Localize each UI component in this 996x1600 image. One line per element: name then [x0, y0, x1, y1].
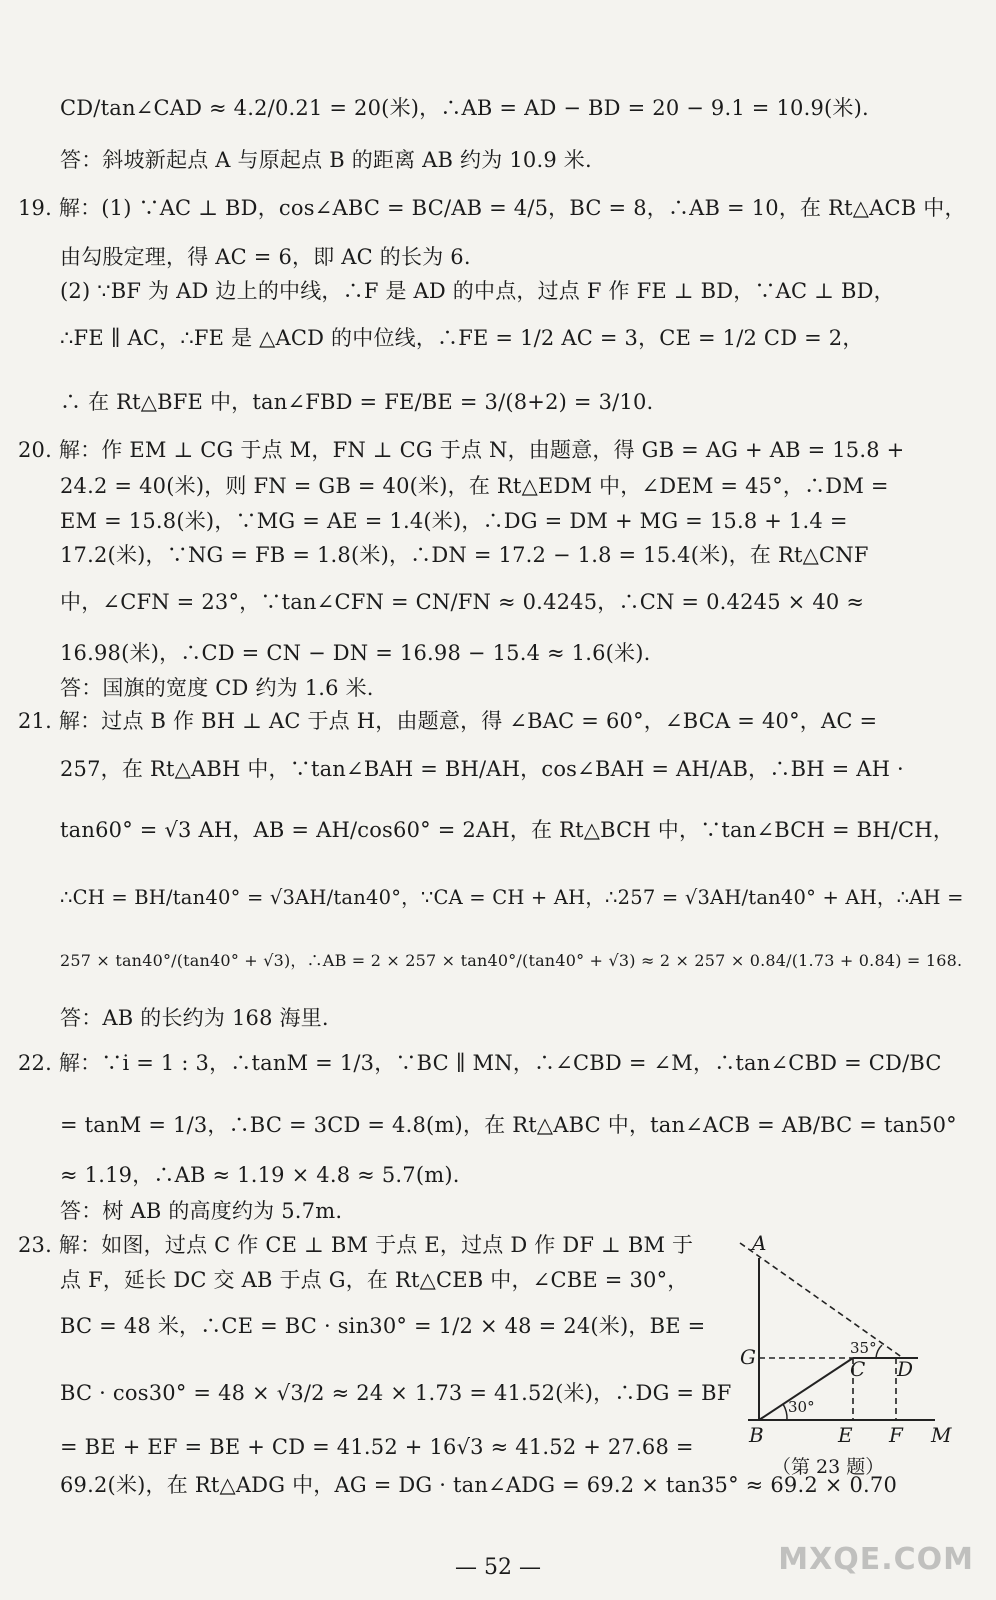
- text-line: 24.2 = 40(米)，则 FN = GB = 40(米)，在 Rt△EDM 中，∠DEM = 45°，∴DM =: [60, 474, 889, 498]
- label-c: C: [850, 1357, 866, 1381]
- label-f: F: [889, 1423, 903, 1447]
- text-line: ∴FE ∥ AC，∴FE 是 △ACD 的中位线，∴FE = 1/2 AC = 3，CE = 1/2 CD = 2，: [60, 326, 864, 350]
- angle-label-35: 35°: [850, 1339, 877, 1357]
- text-line: 点 F，延长 DC 交 AB 于点 G，在 Rt△CEB 中，∠CBE = 30°，: [60, 1268, 689, 1292]
- text-line: CD/tan∠CAD ≈ 4.2/0.21 = 20(米)，∴AB = AD − BD = 20 − 9.1 = 10.9(米).: [60, 96, 869, 120]
- angle-arc-30: [783, 1404, 787, 1420]
- segment-ad: [740, 1243, 903, 1358]
- angle-label-30: 30°: [788, 1398, 815, 1416]
- text-line: 中，∠CFN = 23°，∵tan∠CFN = CN/FN ≈ 0.4245，∴CN = 0.4245 × 40 ≈: [60, 590, 865, 614]
- text-line: = BE + EF = BE + CD = 41.52 + 16√3 ≈ 41.52 + 27.68 =: [60, 1435, 694, 1459]
- label-d: D: [897, 1357, 914, 1381]
- text-line: 答：斜坡新起点 A 与原起点 B 的距离 AB 约为 10.9 米.: [60, 148, 592, 172]
- text-line: 23. 解：如图，过点 C 作 CE ⊥ BM 于点 E，过点 D 作 DF ⊥ BM 于: [18, 1233, 694, 1257]
- text-line: 21. 解：过点 B 作 BH ⊥ AC 于点 H，由题意，得 ∠BAC = 60°，∠BCA = 40°，AC =: [18, 709, 878, 733]
- page-number: — 52 —: [455, 1555, 541, 1580]
- text-line: = tanM = 1/3，∴BC = 3CD = 4.8(m)，在 Rt△ABC 中，tan∠ACB = AB/BC = tan50°: [60, 1113, 957, 1137]
- text-line: ≈ 1.19，∴AB ≈ 1.19 × 4.8 ≈ 5.7(m).: [60, 1163, 460, 1187]
- text-line: 16.98(米)，∴CD = CN − DN = 16.98 − 15.4 ≈ 1.6(米).: [60, 641, 651, 665]
- label-e: E: [838, 1423, 853, 1447]
- text-line: 答：树 AB 的高度约为 5.7m.: [60, 1199, 343, 1223]
- text-line: 69.2(米)，在 Rt△ADG 中，AG = DG · tan∠ADG = 69.2 × tan35° ≈ 69.2 × 0.70: [60, 1473, 898, 1497]
- figure-caption: （第 23 题）: [772, 1456, 885, 1478]
- text-line: (2) ∵BF 为 AD 边上的中线，∴F 是 AD 的中点，过点 F 作 FE ⊥ BD，∵AC ⊥ BD，: [60, 279, 895, 303]
- label-g: G: [740, 1345, 756, 1369]
- label-m: M: [931, 1423, 952, 1447]
- text-line: 答：AB 的长约为 168 海里.: [60, 1006, 329, 1030]
- text-line: 19. 解：(1) ∵AC ⊥ BD，cos∠ABC = BC/AB = 4/5，BC = 8，∴AB = 10，在 Rt△ACB 中，: [18, 196, 966, 220]
- text-line: 由勾股定理，得 AC = 6，即 AC 的长为 6.: [60, 245, 471, 269]
- text-line: 20. 解：作 EM ⊥ CG 于点 M，FN ⊥ CG 于点 N，由题意，得 GB = AG + AB = 15.8 +: [18, 438, 905, 462]
- watermark: MXQE.COM: [778, 1542, 974, 1577]
- text-line: 17.2(米)，∵NG = FB = 1.8(米)，∴DN = 17.2 − 1.8 = 15.4(米)，在 Rt△CNF: [60, 543, 869, 567]
- text-line: 257，在 Rt△ABH 中，∵tan∠BAH = BH/AH，cos∠BAH = AH/AB，∴BH = AH ·: [60, 757, 904, 781]
- label-a: A: [752, 1231, 767, 1255]
- text-line: BC · cos30° = 48 × √3/2 ≈ 24 × 1.73 = 41.52(米)，∴DG = BF: [60, 1381, 732, 1405]
- text-line: 257 × tan40°/(tan40° + √3)，∴AB = 2 × 257 × tan40°/(tan40° + √3) ≈ 2 × 257 × 0.84/(1.73 + 0.84) = 168.: [60, 951, 963, 970]
- angle-arc-35: [876, 1345, 882, 1358]
- text-line: 答：国旗的宽度 CD 约为 1.6 米.: [60, 676, 374, 700]
- text-line: tan60° = √3 AH，AB = AH/cos60° = 2AH，在 Rt△BCH 中，∵tan∠BCH = BH/CH，: [60, 818, 955, 842]
- text-line: 22. 解：∵i = 1 : 3，∴tanM = 1/3，∵BC ∥ MN，∴∠CBD = ∠M，∴tan∠CBD = CD/BC: [18, 1051, 942, 1075]
- label-b: B: [749, 1423, 764, 1447]
- text-line: ∴CH = BH/tan40° = √3AH/tan40°，∵CA = CH + AH，∴257 = √3AH/tan40° + AH，∴AH =: [60, 886, 964, 909]
- text-line: EM = 15.8(米)，∵MG = AE = 1.4(米)，∴DG = DM + MG = 15.8 + 1.4 =: [60, 509, 848, 533]
- text-line: ∴ 在 Rt△BFE 中，tan∠FBD = FE/BE = 3/(8+2) = 3/10.: [60, 390, 654, 414]
- text-line: BC = 48 米，∴CE = BC · sin30° = 1/2 × 48 = 24(米)，BE =: [60, 1314, 706, 1338]
